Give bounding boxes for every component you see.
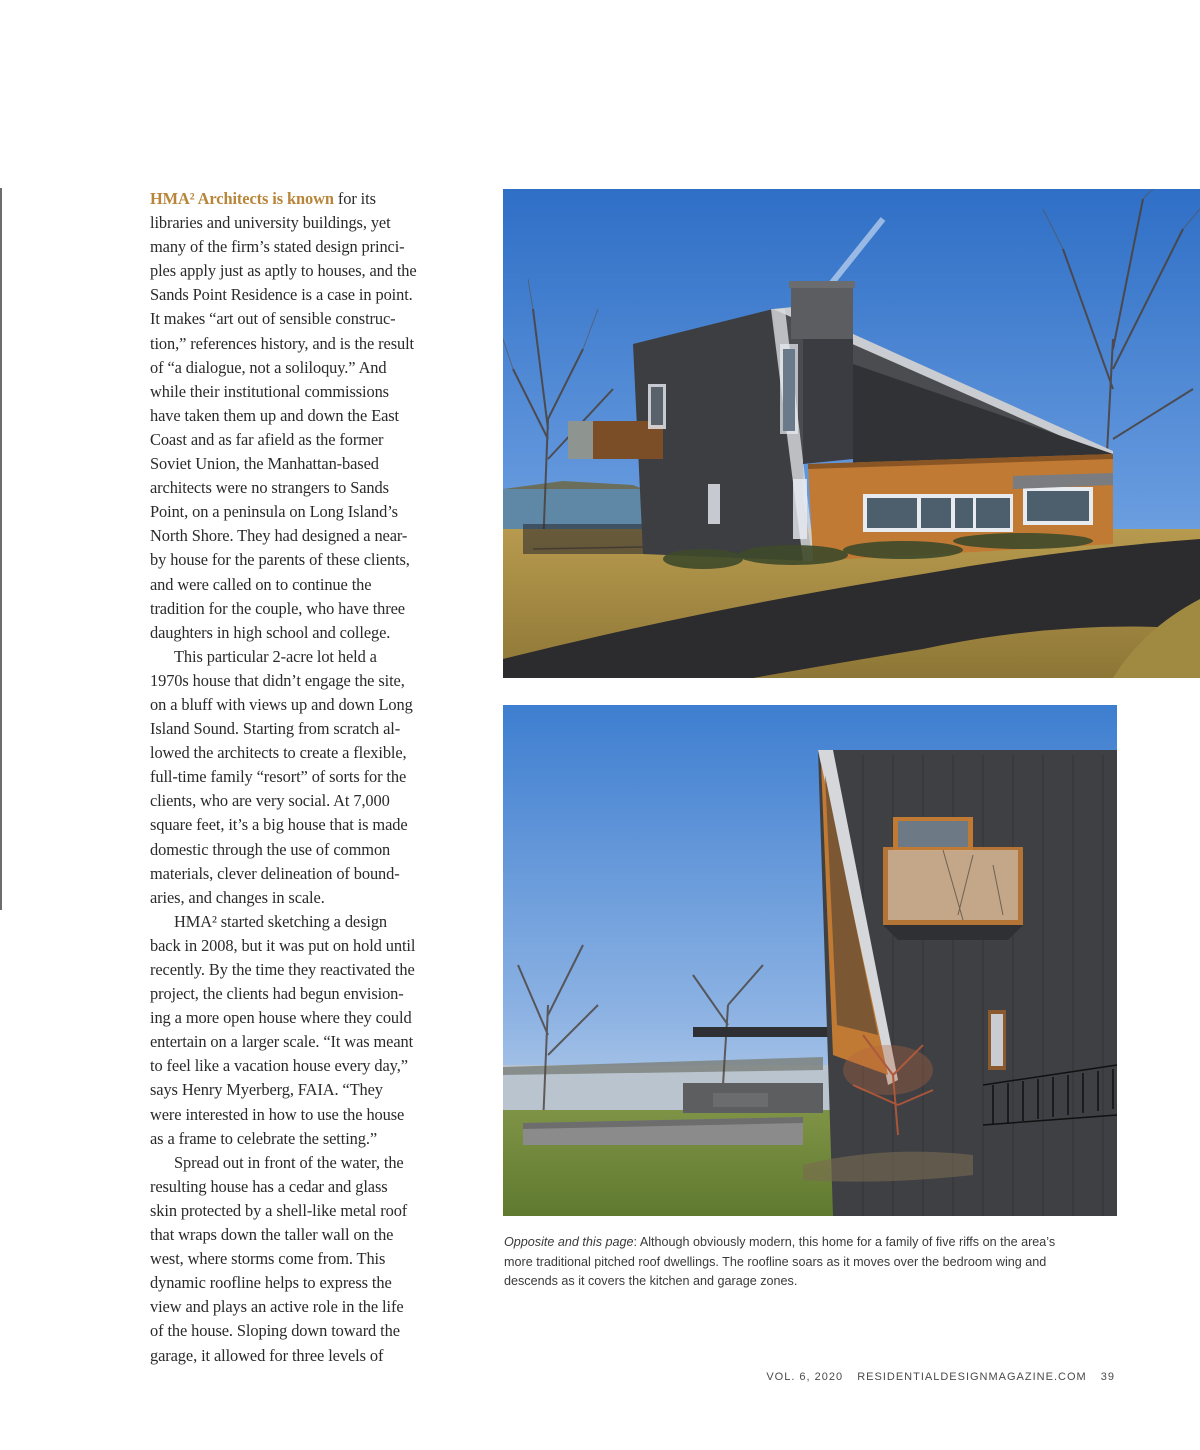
house-exterior-photo <box>503 189 1200 678</box>
text-line: HMA² started sketching a design <box>174 911 388 931</box>
caption-text: more traditional pitched roof dwellings. The roofline soars as it moves over the bedroom wing and <box>504 1254 1047 1269</box>
page-number: 39 <box>1100 1371 1115 1383</box>
page-footer <box>756 1371 1115 1383</box>
text-line: back in 2008, but it was put on hold until <box>150 935 416 955</box>
text-line: architects were no strangers to Sands <box>150 478 389 498</box>
text-line: west, where storms come from. This <box>150 1249 386 1269</box>
text-line: ples apply just as aptly to houses, and the <box>150 261 417 281</box>
text-line: by house for the parents of these clients, <box>150 550 410 570</box>
text-line: dynamic roofline helps to express the <box>150 1273 392 1293</box>
text-line: of the house. Sloping down toward the <box>150 1321 400 1341</box>
text-line: Soviet Union, the Manhattan-based <box>150 454 379 474</box>
text-line: were interested in how to use the house <box>150 1104 405 1124</box>
text-line: have taken them up and down the East <box>150 405 400 425</box>
text-line: Coast and as far afield as the former <box>150 429 384 449</box>
text-line: Island Sound. Starting from scratch al- <box>150 719 401 739</box>
paragraph-1 <box>150 187 456 645</box>
photo-caption <box>504 1233 1119 1292</box>
text-line: domestic through the use of common <box>150 839 391 859</box>
text-line: view and plays an active role in the life <box>150 1297 404 1317</box>
text-line: recently. By the time they reactivated the <box>150 960 415 979</box>
text-line: entertain on a larger scale. “It was meant <box>150 1032 414 1052</box>
text-line: lowed the architects to create a flexible, <box>150 743 407 763</box>
text-line: Spread out in front of the water, the <box>174 1152 404 1172</box>
text-line: This particular 2-acre lot held a <box>174 646 377 666</box>
footer-volume: VOL. 6, 2020 <box>766 1371 844 1383</box>
text-line: 1970s house that didn’t engage the site, <box>150 670 405 690</box>
text-line: as a frame to celebrate the setting.” <box>150 1128 378 1148</box>
page-spine-edge <box>0 188 2 910</box>
text-line: that wraps down the taller wall on the <box>150 1225 394 1245</box>
lead-in: HMA² Architects is known <box>150 189 334 208</box>
text-line: says Henry Myerberg, FAIA. “They <box>150 1080 383 1100</box>
text-line: full-time family “resort” of sorts for the <box>150 767 407 787</box>
text-line: garage, it allowed for three levels of <box>150 1345 384 1365</box>
text-line: daughters in high school and college. <box>150 622 391 642</box>
text-line: of “a dialogue, not a soliloquy.” And <box>150 357 387 377</box>
text-line: ing a more open house where they could <box>150 1008 412 1028</box>
text-line: resulting house has a cedar and glass <box>150 1176 388 1196</box>
text-line: tradition for the couple, who have three <box>150 598 405 618</box>
text-line: libraries and university buildings, yet <box>150 213 391 233</box>
text-line: aries, and changes in scale. <box>150 887 325 907</box>
text-line: Point, on a peninsula on Long Island’s <box>150 502 398 522</box>
house-side-photo <box>503 705 1117 1216</box>
text-line: to feel like a vacation house every day,” <box>150 1056 408 1076</box>
text-line: skin protected by a shell-like metal roof <box>150 1200 408 1220</box>
text-line: clients, who are very social. At 7,000 <box>150 791 390 811</box>
footer-site: RESIDENTIALDESIGNMAGAZINE.COM <box>857 1371 1087 1383</box>
text-line: project, the clients had begun envision- <box>150 984 404 1004</box>
article-body <box>150 187 456 1368</box>
text-line: many of the firm’s stated design princi- <box>150 237 405 257</box>
caption-label: Opposite and this page <box>504 1235 634 1249</box>
paragraph-2 <box>150 645 456 910</box>
paragraph-3 <box>150 910 456 1151</box>
text-line: while their institutional commissions <box>150 381 389 401</box>
text-line: tion,” references history, and is the result <box>150 333 414 353</box>
text-line: and were called on to continue the <box>150 574 372 594</box>
text-line: for its <box>333 189 376 208</box>
text-line: It makes “art out of sensible construc- <box>150 309 396 329</box>
text-line: North Shore. They had designed a near- <box>150 526 408 546</box>
caption-text: : Although obviously modern, this home for a family of five riffs on the area’s <box>633 1235 1056 1249</box>
paragraph-4 <box>150 1151 456 1368</box>
text-line: Sands Point Residence is a case in point. <box>150 285 413 305</box>
text-line: materials, clever delineation of bound- <box>150 863 400 883</box>
text-line: on a bluff with views up and down Long <box>150 694 413 714</box>
text-line: square feet, it’s a big house that is made <box>150 815 408 835</box>
caption-text: descends as it covers the kitchen and garage zones. <box>504 1274 798 1288</box>
